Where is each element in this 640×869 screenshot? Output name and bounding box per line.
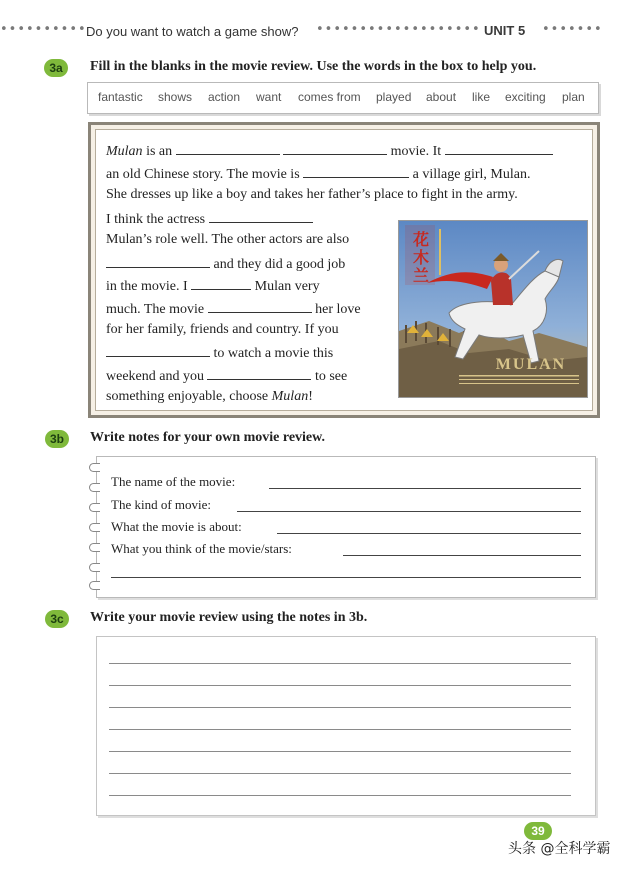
badge-3c: 3c bbox=[45, 610, 69, 628]
mulan-poster-image bbox=[398, 220, 588, 398]
answer-blank[interactable] bbox=[106, 344, 210, 357]
header-dots-right: ••••••• bbox=[542, 22, 603, 37]
review-text: to watch a movie this bbox=[213, 346, 334, 361]
poster-chinese-char-3: 兰 bbox=[412, 266, 430, 285]
poster-english-title: MULAN bbox=[495, 356, 567, 373]
review-text: in the movie. I bbox=[106, 279, 188, 294]
writing-line[interactable] bbox=[109, 707, 571, 708]
note-prompt-opinion: What you think of the movie/stars: bbox=[111, 541, 292, 556]
ring-icon bbox=[89, 503, 100, 512]
writing-line[interactable] bbox=[109, 773, 571, 774]
note-prompt-name: The name of the movie: bbox=[111, 474, 236, 489]
review-line bbox=[106, 389, 313, 405]
note-prompt-about: What the movie is about: bbox=[111, 519, 242, 534]
review-line: Mulan’s role well. The other actors are also bbox=[106, 232, 350, 247]
review-text: ! bbox=[308, 389, 313, 404]
review-line bbox=[106, 142, 553, 160]
review-text: is an bbox=[146, 144, 173, 159]
answer-blank[interactable] bbox=[209, 210, 313, 223]
writing-line[interactable] bbox=[109, 663, 571, 664]
word-item: like bbox=[472, 90, 491, 104]
review-text: weekend and you bbox=[106, 369, 204, 384]
instruction-3a: Fill in the blanks in the movie review. Use the words in the box to help you. bbox=[90, 59, 537, 74]
review-line: She dresses up like a boy and takes her father’s place to fight in the army. bbox=[106, 187, 518, 202]
movie-title: Mulan bbox=[106, 144, 143, 159]
page-number: 39 bbox=[524, 822, 552, 840]
word-item: want bbox=[256, 90, 282, 104]
review-text: her love bbox=[315, 302, 361, 317]
ring-icon bbox=[89, 543, 100, 552]
answer-blank[interactable] bbox=[106, 255, 210, 268]
header-dots-middle: ••••••••••••••••••• bbox=[316, 22, 481, 37]
review-text: movie. It bbox=[390, 144, 442, 159]
note-answer-line[interactable] bbox=[237, 511, 581, 512]
page-header bbox=[0, 22, 640, 46]
badge-3a: 3a bbox=[44, 59, 68, 77]
review-line bbox=[106, 165, 530, 183]
writing-line[interactable] bbox=[109, 751, 571, 752]
note-answer-line[interactable] bbox=[343, 555, 581, 556]
review-line bbox=[106, 344, 333, 362]
poster-chinese-char-2: 木 bbox=[412, 248, 430, 267]
review-text: a village girl, Mulan. bbox=[412, 167, 531, 182]
review-line: for her family, friends and country. If you bbox=[106, 322, 339, 337]
word-item: about bbox=[426, 90, 457, 104]
note-answer-line[interactable] bbox=[277, 533, 581, 534]
review-text: to see bbox=[314, 369, 348, 384]
answer-blank[interactable] bbox=[445, 142, 553, 155]
ring-icon bbox=[89, 483, 100, 492]
writing-line[interactable] bbox=[109, 729, 571, 730]
watermark: 头条 @全科学霸 bbox=[508, 841, 611, 857]
ring-icon bbox=[89, 523, 100, 532]
review-line bbox=[106, 277, 320, 295]
word-item: plan bbox=[562, 90, 585, 104]
word-item: fantastic bbox=[98, 90, 143, 104]
header-title: Do you want to watch a game show? bbox=[86, 24, 299, 39]
notes-notebook bbox=[96, 456, 596, 598]
writing-line[interactable] bbox=[109, 685, 571, 686]
review-line bbox=[106, 255, 345, 273]
answer-blank[interactable] bbox=[208, 300, 312, 313]
word-box bbox=[87, 82, 599, 114]
note-answer-line[interactable] bbox=[111, 577, 581, 578]
review-line bbox=[106, 300, 361, 318]
header-dots-left: •••••••••• bbox=[0, 22, 87, 37]
instruction-3b: Write notes for your own movie review. bbox=[90, 430, 325, 445]
answer-blank[interactable] bbox=[176, 142, 280, 155]
note-answer-line[interactable] bbox=[269, 488, 581, 489]
answer-blank[interactable] bbox=[191, 277, 251, 290]
note-prompt-kind: The kind of movie: bbox=[111, 497, 212, 512]
review-text: something enjoyable, choose bbox=[106, 389, 269, 404]
ring-icon bbox=[89, 563, 100, 572]
review-line bbox=[106, 367, 347, 385]
review-text: I think the actress bbox=[106, 212, 206, 227]
answer-blank[interactable] bbox=[283, 142, 387, 155]
ring-icon bbox=[89, 581, 100, 590]
review-text: Mulan very bbox=[254, 279, 320, 294]
review-text: an old Chinese story. The movie is bbox=[106, 167, 300, 182]
writing-area[interactable] bbox=[96, 636, 596, 816]
word-item: shows bbox=[158, 90, 193, 104]
word-item: played bbox=[376, 90, 412, 104]
poster-chinese-char-1: 花 bbox=[412, 230, 430, 249]
unit-label: UNIT 5 bbox=[484, 23, 526, 38]
word-item: comes from bbox=[298, 90, 361, 104]
answer-blank[interactable] bbox=[207, 367, 311, 380]
review-text: much. The movie bbox=[106, 302, 205, 317]
ring-icon bbox=[89, 463, 100, 472]
word-item: exciting bbox=[505, 90, 546, 104]
answer-blank[interactable] bbox=[303, 165, 409, 178]
badge-3b: 3b bbox=[45, 430, 69, 448]
review-text: and they did a good job bbox=[213, 257, 346, 272]
writing-line[interactable] bbox=[109, 795, 571, 796]
review-line bbox=[106, 210, 313, 228]
word-item: action bbox=[208, 90, 241, 104]
poster-illustration bbox=[399, 221, 587, 397]
instruction-3c: Write your movie review using the notes in 3b. bbox=[90, 610, 368, 625]
movie-title: Mulan bbox=[271, 389, 309, 404]
